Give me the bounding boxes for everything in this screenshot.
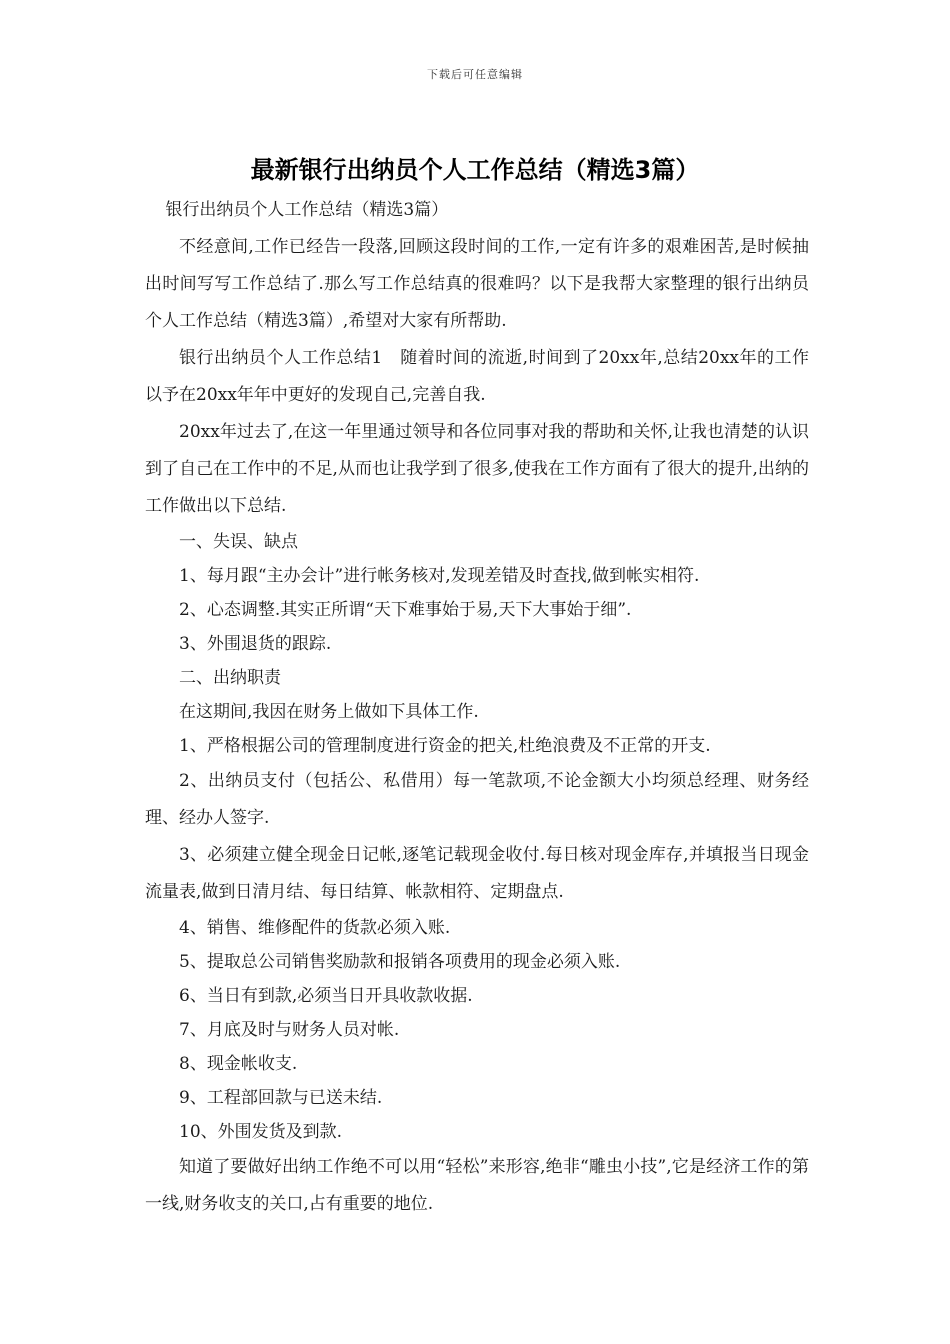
list-item: 10、外围发货及到款. (179, 1122, 343, 1142)
closing-paragraph: 知道了要做好出纳工作绝不可以用“轻松”来形容,绝非“雕虫小技”,它是经济工作的第一线,财务收支的关口,占有重要的地位. (145, 1157, 809, 1214)
list-item: 3、外围退货的跟踪. (179, 634, 332, 654)
list-item: 6、当日有到款,必须当日开具收款收据. (179, 986, 473, 1006)
list-item: 4、销售、维修配件的货款必须入账. (179, 918, 451, 938)
summary-1-intro-paragraph: 银行出纳员个人工作总结1 随着时间的流逝,时间到了20xx年,总结20xx年的工作以予在20xx年年中更好的发现自己,完善自我. (145, 348, 809, 405)
list-item: 5、提取总公司销售奖励款和报销各项费用的现金必须入账. (179, 952, 621, 972)
document-title: 最新银行出纳员个人工作总结（精选3篇） (250, 156, 700, 184)
list-item: 1、严格根据公司的管理制度进行资金的把关,杜绝浪费及不正常的开支. (179, 736, 711, 756)
subtitle-paragraph: 银行出纳员个人工作总结（精选3篇） (165, 200, 449, 220)
document-body (145, 192, 809, 1223)
intro-paragraph: 不经意间,工作已经告一段落,回顾这段时间的工作,一定有许多的艰难困苦,是时候抽出时间写写工作总结了.那么写工作总结真的很难吗？以下是我帮大家整理的银行出纳员个人工作总结（精选3篇）,希望对大家有所帮助. (145, 237, 809, 331)
list-item: 1、每月跟“主办会计”进行帐务核对,发现差错及时查找,做到帐实相符. (179, 566, 700, 586)
list-item: 7、月底及时与财务人员对帐. (179, 1020, 400, 1040)
year-review-paragraph: 20xx年过去了,在这一年里通过领导和各位同事对我的帮助和关怀,让我也清楚的认识到了自己在工作中的不足,从而也让我学到了很多,使我在工作方面有了很大的提升,出纳的工作做出以下总结. (145, 422, 809, 516)
list-item: 3、必须建立健全现金日记帐,逐笔记载现金收付.每日核对现金库存,并填报当日现金流量表,做到日清月结、每日结算、帐款相符、定期盘点. (145, 845, 809, 902)
list-item: 2、心态调整.其实正所谓“天下难事始于易,天下大事始于细”. (179, 600, 632, 620)
duties-intro-paragraph: 在这期间,我因在财务上做如下具体工作. (179, 702, 479, 722)
section-heading-duties: 二、出纳职责 (179, 668, 281, 688)
list-item: 2、出纳员支付（包括公、私借用）每一笔款项,不论金额大小均须总经理、财务经理、经办人签字. (145, 771, 809, 828)
section-heading-shortcomings: 一、失误、缺点 (179, 532, 298, 552)
header-note: 下载后可任意编辑 (427, 68, 523, 81)
list-item: 9、工程部回款与已送未结. (179, 1088, 383, 1108)
list-item: 8、现金帐收支. (179, 1054, 298, 1074)
